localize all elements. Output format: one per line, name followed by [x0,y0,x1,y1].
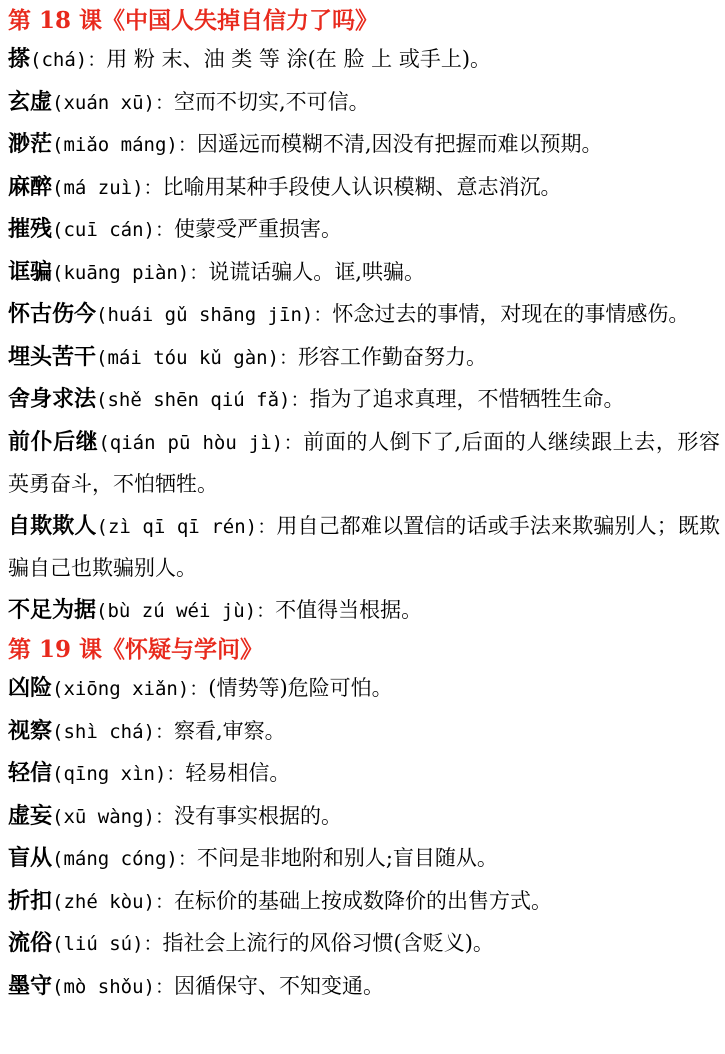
vocab-definition: 比喻用某种手段使人认识模糊、意志消沉。 [162,174,562,199]
vocab-pinyin: (mò shǒu)： [52,975,174,998]
vocab-definition: 在标价的基础上按成数降价的出售方式。 [173,888,552,913]
vocab-pinyin: (kuāng piàn)： [52,261,209,284]
vocabulary-page [8,3,720,1008]
vocab-entry [8,379,720,422]
vocab-definition: 空而不切实,不可信。 [173,89,370,114]
vocab-pinyin: (zhé kòu)： [52,890,174,913]
vocab-word: 自欺欺人 [8,512,97,539]
vocab-pinyin: (mái tóu kǔ gàn)： [96,346,299,369]
vocab-definition: 没有事实根据的。 [173,803,342,828]
vocab-word: 玄虚 [8,88,53,115]
vocab-pinyin: (shì chá)： [52,720,174,743]
vocab-entry [8,838,720,881]
vocab-entry [8,167,720,210]
vocab-definition: 因循保守、不知变通。 [173,973,384,998]
vocab-definition: 形容工作勤奋努力。 [298,344,488,369]
vocab-definition: 轻易相信。 [185,761,291,785]
vocab-definition: 察看,审察。 [173,718,286,743]
vocab-word: 盲从 [8,845,53,871]
vocab-definition: 用 粉 末、油 类 等 涂(在 脸 上 或手上)。 [106,47,492,71]
vocab-definition: 不问是非地附和别人;盲目随从。 [196,846,498,870]
vocab-pinyin: (bù zú wéi jù)： [96,599,276,622]
vocab-pinyin: (qián pū hòu jì)： [98,431,304,454]
vocab-word: 墨守 [8,972,53,999]
vocab-pinyin: (huái gǔ shāng jīn)： [96,304,333,326]
vocab-definition: 使蒙受严重损害。 [173,217,342,241]
vocab-pinyin: (máng cóng)： [52,848,197,870]
vocab-word: 搽 [8,46,31,72]
vocab-pinyin: (xuán xū)： [52,91,174,114]
vocab-word: 麻醉 [8,173,53,200]
vocab-entry [8,39,720,82]
vocab-word: 怀古伤今 [8,301,97,327]
vocab-entry [8,668,720,711]
vocab-pinyin: (zì qī qī rén)： [96,515,277,538]
vocab-pinyin: (chá)： [30,49,107,71]
vocab-definition: 指社会上流行的风俗习惯(含贬义)。 [162,931,494,955]
vocab-entry [8,711,720,754]
vocab-word: 轻信 [8,760,53,786]
vocab-definition: (情势等)危险可怕。 [208,676,393,700]
vocab-pinyin: (má zuì)： [52,176,163,199]
vocab-word: 摧残 [8,216,53,242]
vocab-entry [8,209,720,252]
vocab-pinyin: (miǎo máng)： [52,134,197,156]
vocab-entry [8,252,720,295]
lesson-18-title: 第 18 课《中国人失掉自信力了吗》 [8,7,379,34]
vocab-word: 流俗 [8,930,53,956]
vocab-pinyin: (shě shēn qiú fǎ)： [96,389,310,411]
vocab-word: 诓骗 [8,258,53,285]
vocab-entry [8,796,720,839]
vocab-word: 虚妄 [8,802,53,829]
vocab-definition: 前面的人倒下了,后面的人继续跟上去，形容英勇奋斗，不怕牺牲。 [8,429,720,496]
vocab-entry [8,337,720,380]
vocab-entry [8,294,720,337]
vocab-entry [8,753,720,796]
vocab-pinyin: (xū wàng)： [52,805,174,828]
vocab-word: 视察 [8,717,53,744]
vocab-pinyin: (liú sú)： [52,933,163,955]
vocab-pinyin: (xiōng xiǎn)： [52,678,209,700]
vocab-word: 前仆后继 [8,428,99,455]
vocab-entry [8,923,720,966]
vocab-definition: 怀念过去的事情，对现在的事情感伤。 [332,302,690,326]
vocab-entry [8,82,720,125]
vocab-word: 折扣 [8,887,53,914]
vocab-entry [8,422,720,506]
vocab-pinyin: (qīng xìn)： [52,763,186,785]
vocab-word: 不足为据 [8,596,97,623]
vocab-definition: 因遥远而模糊不清,因没有把握而难以预期。 [196,132,603,156]
vocab-word: 凶险 [8,675,53,701]
vocab-word: 舍身求法 [8,386,97,412]
vocab-word: 渺茫 [8,131,53,157]
vocab-entry [8,506,720,590]
vocab-entry [8,124,720,167]
vocab-entry [8,966,720,1009]
vocab-word: 埋头苦干 [8,343,97,370]
vocab-definition: 指为了追求真理，不惜牺牲生命。 [309,387,625,411]
vocab-definition: 不值得当根据。 [275,597,423,622]
vocab-entry [8,590,720,633]
vocab-definition: 说谎话骗人。诓,哄骗。 [208,259,425,284]
vocab-entry [8,881,720,924]
vocab-pinyin: (cuī cán)： [52,219,174,241]
vocab-definition: 用自己都难以置信的话或手法来欺骗别人；既欺骗自己也欺骗别人。 [8,513,720,580]
lesson-19-title: 第 19 课《怀疑与学问》 [8,636,264,663]
